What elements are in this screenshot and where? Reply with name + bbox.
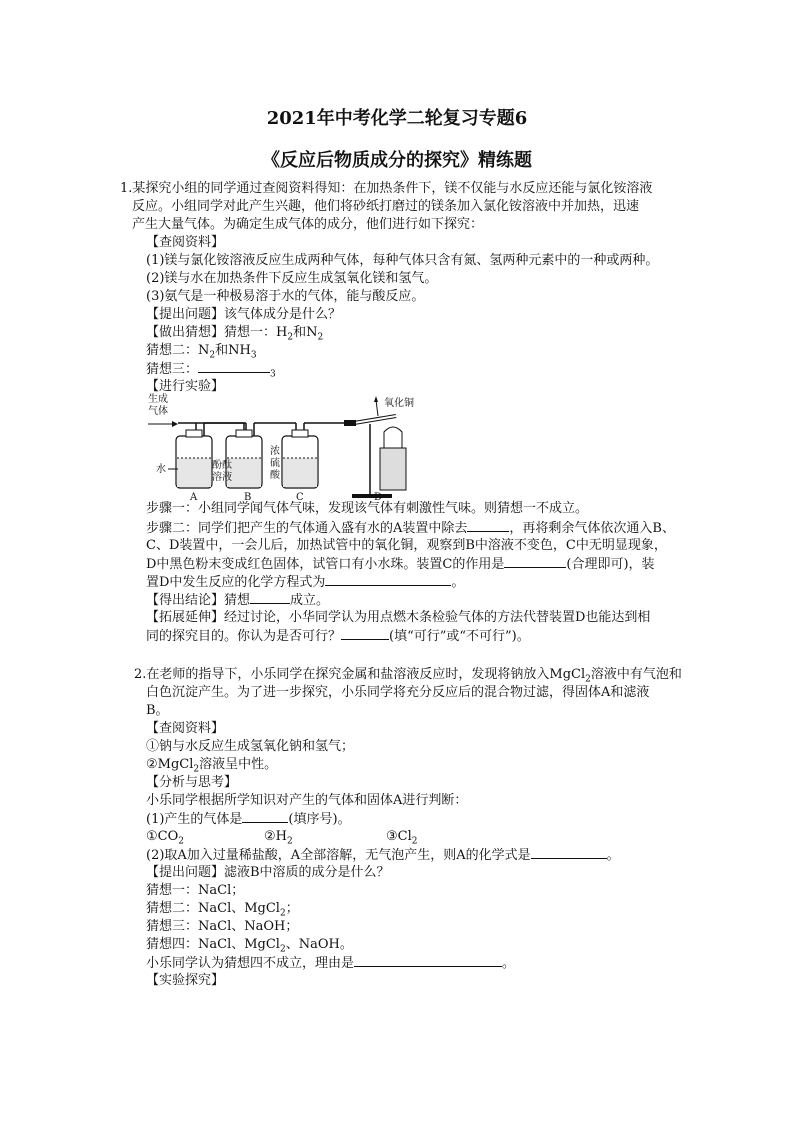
q2-line-1: 2.在老师的指导下，小乐同学在探究金属和盐溶液反应时，发现将钠放入MgCl$_2$溶液中有气泡和 [134, 667, 682, 685]
q2-reference-1: ①钠与水反应生成氢氧化钠和氢气； [146, 739, 355, 754]
q2-analysis-intro: 小乐同学根据所学知识对产生的气体和固体A进行判断： [146, 793, 468, 808]
acid-label: 浓 [270, 446, 280, 457]
q1-question: 【提出问题】该气体成分是什么？ [146, 307, 342, 322]
q2-section-experiment: 【实验探究】 [146, 973, 225, 988]
phenolphthalein-label-2: 溶液 [212, 472, 232, 483]
q2-option-2: $②H_2$ [264, 829, 293, 847]
water-label: 水 [156, 464, 166, 475]
answer-blank[interactable] [242, 810, 288, 823]
q2-line-2: 白色沉淀产生。为了进一步探究，小乐同学将充分反应后的混合物过滤，得固体A和滤液 [146, 685, 650, 700]
apparatus-diagram [146, 392, 436, 502]
device-d [344, 396, 406, 498]
q2-guess-3: 猜想三：NaCl、NaOH； [146, 919, 299, 934]
answer-blank[interactable] [325, 573, 451, 586]
acid-label-2: 硫 [270, 458, 280, 469]
q1-guess-2: 猜想二：$N_2$和$NH_3$ [146, 343, 257, 361]
q2-analysis-1: (1)产生的气体是 (填序号)。 [146, 812, 351, 827]
q1-step-2: 步骤二：同学们把产生的气体通入盛有水的A装置中除去 ，再将剩余气体依次通入B、 [146, 521, 675, 536]
q1-step-2-cont-2: D中黑色粉末变成红色固体，试管口有小水珠。装置C的作用是 (合理即可)，装 [146, 557, 655, 572]
bottle-a [176, 430, 212, 488]
bottle-c [282, 430, 318, 488]
q2-reason: 小乐同学认为猜想四不成立，理由是 。 [146, 956, 516, 971]
q2-section-reference: 【查阅资料】 [146, 721, 225, 736]
q1-guess-3: 猜想三： $_3$ [146, 362, 276, 380]
label-a: A [190, 492, 198, 502]
q2-reference-2: ②MgCl$_2$溶液呈中性。 [146, 757, 278, 775]
q1-step-2-cont-3: 置D中发生反应的化学方程式为 。 [146, 575, 465, 590]
q2-analysis-2: (2)取A加入过量稀盐酸，A全部溶解，无气泡产生，则A的化学式是 。 [146, 848, 620, 863]
q1-extension: 【拓展延伸】经过讨论，小华同学认为用点燃木条检验气体的方法代替装置D也能达到相 [146, 610, 651, 625]
answer-blank[interactable] [198, 360, 270, 373]
label-b: B [244, 492, 252, 502]
q2-guess-1: 猜想一：NaCl； [146, 883, 245, 898]
q1-line-1: 1.某探究小组的同学通过查阅资料得知：在加热条件下，镁不仅能与水反应还能与氯化铵溶液 [120, 181, 653, 196]
q2-option-3: $③Cl_2$ [386, 829, 418, 847]
q1-extension-2: 同的探究目的。你认为是否可行？ (填“可行”或“不可行”)。 [146, 629, 530, 644]
document-subtitle: 《反应后物质成分的探究》精练题 [262, 150, 532, 171]
q1-reference-2: (2)镁与水在加热条件下反应生成氢氧化镁和氢气。 [146, 271, 438, 286]
q1-step-2-cont: C、D装置中，一会儿后，加热试管中的氧化铜，观察到B中溶液不变色，C中无明显现象， [146, 538, 667, 553]
answer-blank[interactable] [250, 591, 290, 604]
answer-blank[interactable] [531, 846, 607, 859]
q2-question: 【提出问题】滤液B中溶质的成分是什么？ [146, 865, 390, 880]
q2-guess-2: 猜想二：NaCl、MgCl$_2$； [146, 901, 299, 919]
phenolphthalein-label: 酚酞 [212, 460, 232, 471]
q1-step-1: 步骤一：小组同学闻气体气味，发现该气体有刺激性气味。则猜想一不成立。 [146, 501, 589, 516]
q2-option-1: $①CO_2$ [146, 829, 184, 847]
q2-guess-4: 猜想四：NaCl、MgCl$_2$、NaOH。 [146, 937, 353, 955]
copper-oxide-label: 氧化铜 [384, 398, 414, 409]
label-d: D [374, 492, 383, 502]
answer-blank[interactable] [354, 954, 502, 967]
q1-reference-1: (1)镁与氯化铵溶液反应生成两种气体，每种气体只含有氮、氢两种元素中的一种或两种。 [146, 253, 659, 268]
q1-conclusion: 【得出结论】猜想 成立。 [146, 593, 330, 608]
q1-guess-1: 【做出猜想】猜想一：$H_2$和$N_2$ [146, 325, 324, 343]
gas-label-2: 气体 [148, 406, 168, 417]
q2-line-3: B。 [146, 703, 169, 718]
answer-blank[interactable] [341, 627, 389, 640]
answer-blank[interactable] [467, 519, 509, 532]
acid-label-3: 酸 [270, 470, 280, 481]
document-title: 2021年中考化学二轮复习专题6 [266, 108, 528, 129]
answer-blank[interactable] [504, 555, 566, 568]
q1-section-experiment: 【进行实验】 [146, 379, 225, 394]
label-c: C [296, 492, 304, 502]
q1-section-reference: 【查阅资料】 [146, 235, 225, 250]
q2-section-analysis: 【分析与思考】 [146, 775, 238, 790]
gas-label: 生成 [148, 394, 168, 405]
q1-line-2: 反应。小组同学对此产生兴趣，他们将砂纸打磨过的镁条加入氯化铵溶液中并加热，迅速 [132, 199, 640, 214]
q1-line-3: 产生大量气体。为确定生成气体的成分，他们进行如下探究： [132, 217, 484, 232]
q1-reference-3: (3)氨气是一种极易溶于水的气体，能与酸反应。 [146, 289, 425, 304]
